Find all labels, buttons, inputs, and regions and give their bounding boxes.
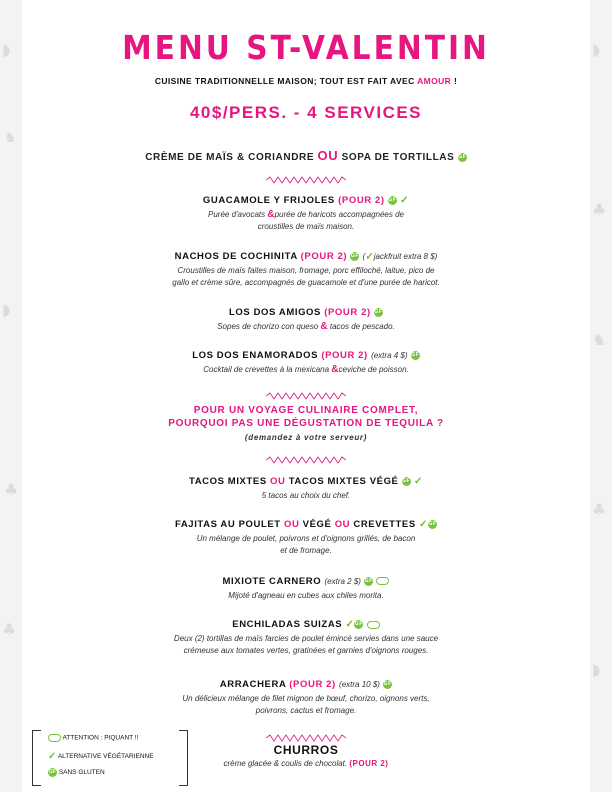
vegetarian-icon: ✓ <box>400 195 410 206</box>
gluten-free-icon: GF <box>49 769 56 775</box>
cactus-pattern-icon: ♣ <box>592 200 607 219</box>
cactus-pattern-icon: ♣ <box>4 480 19 499</box>
menu-item-enchiladas: ENCHILADAS SUIZAS ✓GF Deux (2) tortillas de maïs farcies de poulet émincé servies dans une sauce crémeuse aux tomates vertes, gratinées et garnies d'oignons rouges. <box>173 619 439 656</box>
vegetarian-icon: ✓ <box>414 476 423 487</box>
taco-pattern-icon: ◗ <box>592 660 601 679</box>
menu-item-nachos: NACHOS DE COCHINITA (POUR 2) GF (✓jackfruit extra 8 $) Croustilles de maïs faites maison, fromage, porc effiloché, laitue, pico de gallo et crème sûre, accompagnés de guacamole et d'une purée de haricot. <box>172 251 440 288</box>
vegetarian-icon: ✓ <box>345 619 355 630</box>
menu-item-fajitas: FAJITAS AU POULET OU VÉGÉ OU CREVETTES ✓GF Un mélange de poulet, poivrons et d'oignons grillés, de bacon et de fromage. <box>174 519 437 556</box>
menu-item-mixiote: MIXIOTE CARNERO (extra 2 $) GF Mijoté d'agneau en cubes aux chiles morita. <box>40 576 572 602</box>
legend-bracket-left <box>32 730 41 786</box>
gluten-free-icon: GF <box>402 478 411 484</box>
legend-row-vegetarian: ✓ ALTERNATIVE VÉGÉTARIENNE <box>48 751 154 762</box>
left-pattern-strip <box>0 0 22 792</box>
legend-row-gluten-free: GF SANS GLUTEN <box>49 769 105 777</box>
gluten-free-icon: GF <box>350 252 359 259</box>
starter-line: CRÈME DE MAÏS & CORIANDRE OU SOPA DE TORTILLAS GF <box>145 148 467 163</box>
zigzag-divider <box>266 734 346 742</box>
gluten-free-icon: GF <box>388 197 397 203</box>
subtitle-accent: AMOUR <box>417 76 452 86</box>
gluten-free-icon: GF <box>364 577 373 584</box>
gluten-free-icon: GF <box>374 308 383 315</box>
menu-item-amigos: LOS DOS AMIGOS (POUR 2) GF Sopes de chorizo con queso & tacos de pescado. <box>217 307 395 332</box>
vegetarian-icon: ✓ <box>48 751 57 762</box>
taco-pattern-icon: ◗ <box>2 40 11 59</box>
legend-bracket-right <box>179 730 188 786</box>
menu-item-churros: CHURROS crème glacée & coulis de chocolat. (POUR 2) <box>223 743 389 768</box>
menu-item-tacos: TACOS MIXTES OU TACOS MIXTES VÉGÉ GF ✓ 5 tacos au choix du chef. <box>189 476 423 501</box>
gluten-free-icon: GF <box>354 621 364 627</box>
pepper-icon <box>48 734 61 742</box>
gluten-free-icon: GF <box>458 153 467 160</box>
cactus-pattern-icon: ♣ <box>592 500 607 519</box>
gluten-free-icon: GF <box>411 351 420 358</box>
menu-title: MENU ST-VALENTIN <box>122 28 490 67</box>
price-line: 40$/PERS. - 4 SERVICES <box>189 103 423 122</box>
taco-pattern-icon: ◗ <box>2 300 11 319</box>
cactus-pattern-icon: ♣ <box>2 620 17 639</box>
gluten-free-icon: GF <box>383 680 392 687</box>
llama-pattern-icon: ♞ <box>592 330 607 349</box>
vegetarian-icon: ✓ <box>365 251 374 263</box>
legend-row-spicy: ATTENTION : PIQUANT !! <box>48 734 138 742</box>
menu-subtitle: CUISINE TRADITIONNELLE MAISON; TOUT EST FAIT AVEC AMOUR ! <box>154 76 458 86</box>
zigzag-divider <box>266 176 346 184</box>
menu-item-guacamole: GUACAMOLE Y FRIJOLES (POUR 2) GF ✓ Purée d'avocats &purée de haricots accompagnées de croustilles de maïs maison. <box>202 195 410 232</box>
pepper-icon <box>376 577 389 585</box>
llama-pattern-icon: ♞ <box>4 130 17 146</box>
taco-pattern-icon: ◗ <box>592 40 601 59</box>
vegetarian-icon: ✓ <box>419 519 429 530</box>
gluten-free-icon: GF <box>428 521 437 527</box>
menu-item-enamorados: LOS DOS ENAMORADOS (POUR 2) (extra 4 $) GF Cocktail de crevettes à la mexicana &ceviche de poisson. <box>192 350 420 375</box>
tequila-promo: POUR UN VOYAGE CULINAIRE COMPLET, POURQUOI PAS UNE DÉGUSTATION DE TEQUILA ? (demandez à votre serveur) <box>168 405 444 442</box>
zigzag-divider <box>266 392 346 400</box>
menu-item-arrachera: ARRACHERA (POUR 2) (extra 10 $) GF Un délicieux mélange de filet mignon de bœuf, chorizo, oignons verts, poivrons, cactus et fromage. <box>182 679 430 715</box>
pepper-icon <box>367 621 380 629</box>
icon-legend <box>32 730 188 786</box>
zigzag-divider <box>266 456 346 464</box>
